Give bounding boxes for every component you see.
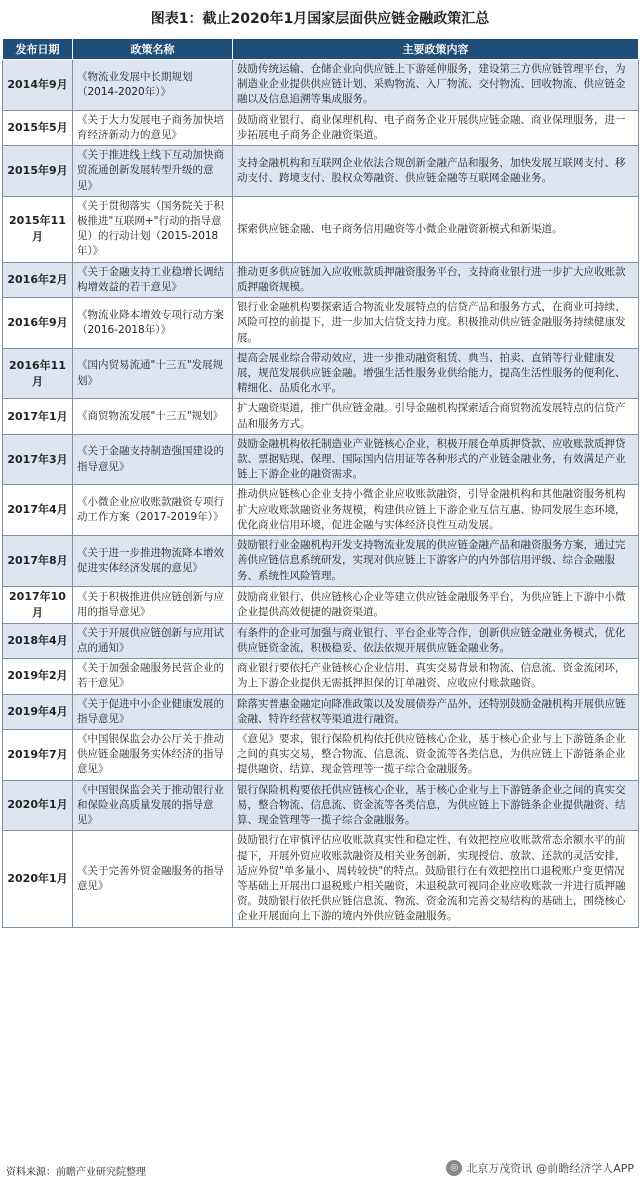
table-row [3,110,639,145]
wechat-icon: ◎ [446,1160,462,1176]
table-row [3,298,639,349]
table-row [3,694,639,729]
policy-content-cell: 银行保险机构要依托供应链核心企业，基于核心企业与上下游链条企业之间的真实交易，整合物流、信息流、资金流等各类信息，为供应链上下游链条企业提供融资、结算、现金管理等一揽子综合金融服务。 [233,780,639,831]
policy-content-cell: 鼓励金融机构依托制造业产业链核心企业，积极开展仓单质押贷款、应收账款质押贷款、票据贴现、保理、国际国内信用证等各种形式的产业链金融业务，有效满足产业链上下游企业的融资需求。 [233,434,639,485]
policy-content-cell: 商业银行要依托产业链核心企业信用、真实交易背景和物流、信息流、资金流闭环，为上下游企业提供无需抵押担保的订单融资、应收应付账款融资。 [233,659,639,694]
table-row [3,262,639,297]
table-row [3,146,639,197]
policy-name-cell: 《物流业降本增效专项行动方案（2016-2018年）》 [73,298,233,349]
policy-content-cell: 银行业金融机构要探索适合物流业发展特点的信贷产品和服务方式，在商业可持续、风险可控的前提下，进一步加大信贷支持力度。积极推动供应链金融服务持续健康发展。 [233,298,639,349]
policy-name-cell: 《小微企业应收账款融资专项行动工作方案（2017-2019年）》 [73,485,233,536]
policy-name-cell: 《关于进一步推进物流降本增效促进实体经济发展的意见》 [73,536,233,587]
table-header-row [3,39,639,60]
header-date: 发布日期 [3,39,73,60]
date-cell: 2016年9月 [3,298,73,349]
date-cell: 2016年2月 [3,262,73,297]
header-name: 政策名称 [73,39,233,60]
policy-content-cell: 推动供应链核心企业支持小微企业应收账款融资，引导金融机构和其他融资服务机构扩大应收账款融资业务规模，构建供应链上下游企业互信互惠、协同发展生态环境，优化商业信用环境，促进金融与实体经济良性互动发展。 [233,485,639,536]
date-cell: 2015年9月 [3,146,73,197]
date-cell: 2015年11月 [3,196,73,262]
policy-name-cell: 《关于完善外贸金融服务的指导意见》 [73,831,233,927]
source-note: 资料来源：前瞻产业研究院整理 [6,1167,146,1178]
table-row [3,729,639,780]
date-cell: 2017年10月 [3,586,73,623]
policy-name-cell: 《关于促进中小企业健康发展的指导意见》 [73,694,233,729]
table-row [3,586,639,623]
date-cell: 2020年1月 [3,831,73,927]
table-row [3,434,639,485]
header-content: 主要政策内容 [233,39,639,60]
table-row [3,659,639,694]
policy-content-cell: 鼓励银行在审慎评估应收账款真实性和稳定性、有效把控应收账款常态余额水平的前提下，开展外贸应收账款融资及相关业务创新，实现授信、放款、还款的灵活安排，适应外贸"单多量小、周转较快"的特点。鼓励银行在有效把控出口退税账户变更情况等基础上开展出口退税账户相关融资，未退税款可视同企业应收账款一并进行质押融资。鼓励银行依托供应链信息流、物流、资金流和完善交易结构的基础上，围绕核心企业开展面向上下游的境内外供应链金融服务。 [233,831,639,927]
policy-table-body [3,60,639,928]
policy-content-cell: 鼓励商业银行、供应链核心企业等建立供应链金融服务平台，为供应链上下游中小微企业提供高效便捷的融资渠道。 [233,586,639,623]
brand-sub: @前瞻经济学人APP [536,1162,634,1175]
policy-name-cell: 《关于积极推进供应链创新与应用的指导意见》 [73,586,233,623]
policy-name-cell: 《关于推进线上线下互动加快商贸流通创新发展转型升级的意见》 [73,146,233,197]
policy-content-cell: 鼓励商业银行、商业保理机构、电子商务企业开展供应链金融、商业保理服务，进一步拓展电子商务企业融资渠道。 [233,110,639,145]
date-cell: 2016年11月 [3,348,73,399]
policy-content-cell: 扩大融资渠道，推广供应链金融。引导金融机构探索适合商贸物流发展特点的信贷产品和服务方式。 [233,399,639,434]
policy-content-cell: 有条件的企业可加强与商业银行、平台企业等合作，创新供应链金融业务模式，优化供应链资金流，积极稳妥、依法依规开展供应链金融业务。 [233,623,639,658]
table-row [3,831,639,927]
policy-name-cell: 《物流业发展中长期规划（2014-2020年）》 [73,60,233,111]
date-cell: 2017年3月 [3,434,73,485]
table-row [3,399,639,434]
date-cell: 2015年5月 [3,110,73,145]
date-cell: 2017年4月 [3,485,73,536]
policy-table [2,38,639,928]
policy-content-cell: 探索供应链金融、电子商务信用融资等小微企业融资新模式和新渠道。 [233,196,639,262]
table-row [3,536,639,587]
table-row [3,780,639,831]
policy-name-cell: 《关于加强金融服务民营企业的若干意见》 [73,659,233,694]
policy-content-cell: 《意见》要求，银行保险机构依托供应链核心企业，基于核心企业与上下游链条企业之间的真实交易，整合物流、信息流、资金流等各类信息，为供应链上下游链条企业提供融资、结算、现金管理等一揽子综合金融服务。 [233,729,639,780]
date-cell: 2017年1月 [3,399,73,434]
table-row [3,60,639,111]
policy-content-cell: 支持金融机构和互联网企业依法合规创新金融产品和服务，加快发展互联网支付、移动支付、跨境支付、股权众筹融资、供应链金融等互联网金融业务。 [233,146,639,197]
policy-name-cell: 《关于大力发展电子商务加快培育经济新动力的意见》 [73,110,233,145]
footer [0,1158,640,1183]
date-cell: 2019年7月 [3,729,73,780]
table-row [3,348,639,399]
table-row [3,485,639,536]
policy-content-cell: 提高会展业综合带动效应，进一步推动融资租赁、典当、拍卖、直销等行业健康发展，规范发展供应链金融。增强生活性服务业供给能力，提高生活性服务的便利化、精细化、品质化水平。 [233,348,639,399]
date-cell: 2019年4月 [3,694,73,729]
brand-name: 北京万茂资讯 [466,1162,533,1175]
policy-name-cell: 《关于贯彻落实（国务院关于积极推进"互联网+"行动的指导意见）的行动计划（2015-2018年）》 [73,196,233,262]
brand-watermark [446,1160,634,1176]
date-cell: 2020年1月 [3,780,73,831]
policy-name-cell: 《商贸物流发展"十三五"规划》 [73,399,233,434]
policy-content-cell: 鼓励传统运输、仓储企业向供应链上下游延伸服务，建设第三方供应链管理平台，为制造业企业提供供应链计划、采购物流、入厂物流、交付物流、回收物流、供应链金融以及信息追溯等集成服务。 [233,60,639,111]
date-cell: 2014年9月 [3,60,73,111]
policy-name-cell: 《关于开展供应链创新与应用试点的通知》 [73,623,233,658]
policy-name-cell: 《国内贸易流通"十三五"发展规划》 [73,348,233,399]
policy-name-cell: 《中国银保监会办公厅关于推动供应链金融服务实体经济的指导意见》 [73,729,233,780]
table-row [3,623,639,658]
date-cell: 2019年2月 [3,659,73,694]
policy-name-cell: 《中国银保监会关于推动银行业和保险业高质量发展的指导意见》 [73,780,233,831]
date-cell: 2017年8月 [3,536,73,587]
policy-content-cell: 推动更多供应链加入应收账款质押融资服务平台，支持商业银行进一步扩大应收账款质押融资规模。 [233,262,639,297]
page-title: 图表1：截止2020年1月国家层面供应链金融政策汇总 [150,11,490,27]
table-row [3,196,639,262]
policy-name-cell: 《关于金融支持制造强国建设的指导意见》 [73,434,233,485]
policy-content-cell: 鼓励银行业金融机构开发支持物流业发展的供应链金融产品和融资服务方案，通过完善供应链信息系统研发，实现对供应链上下游客户的内外部信用评级、综合金融服务、系统性风险管理。 [233,536,639,587]
policy-content-cell: 除落实普惠金融定向降准政策以及发展债券产品外，还特别鼓励金融机构开展供应链金融、特许经营权等渠道进行融资。 [233,694,639,729]
date-cell: 2018年4月 [3,623,73,658]
policy-name-cell: 《关于金融支持工业稳增长调结构增效益的若干意见》 [73,262,233,297]
